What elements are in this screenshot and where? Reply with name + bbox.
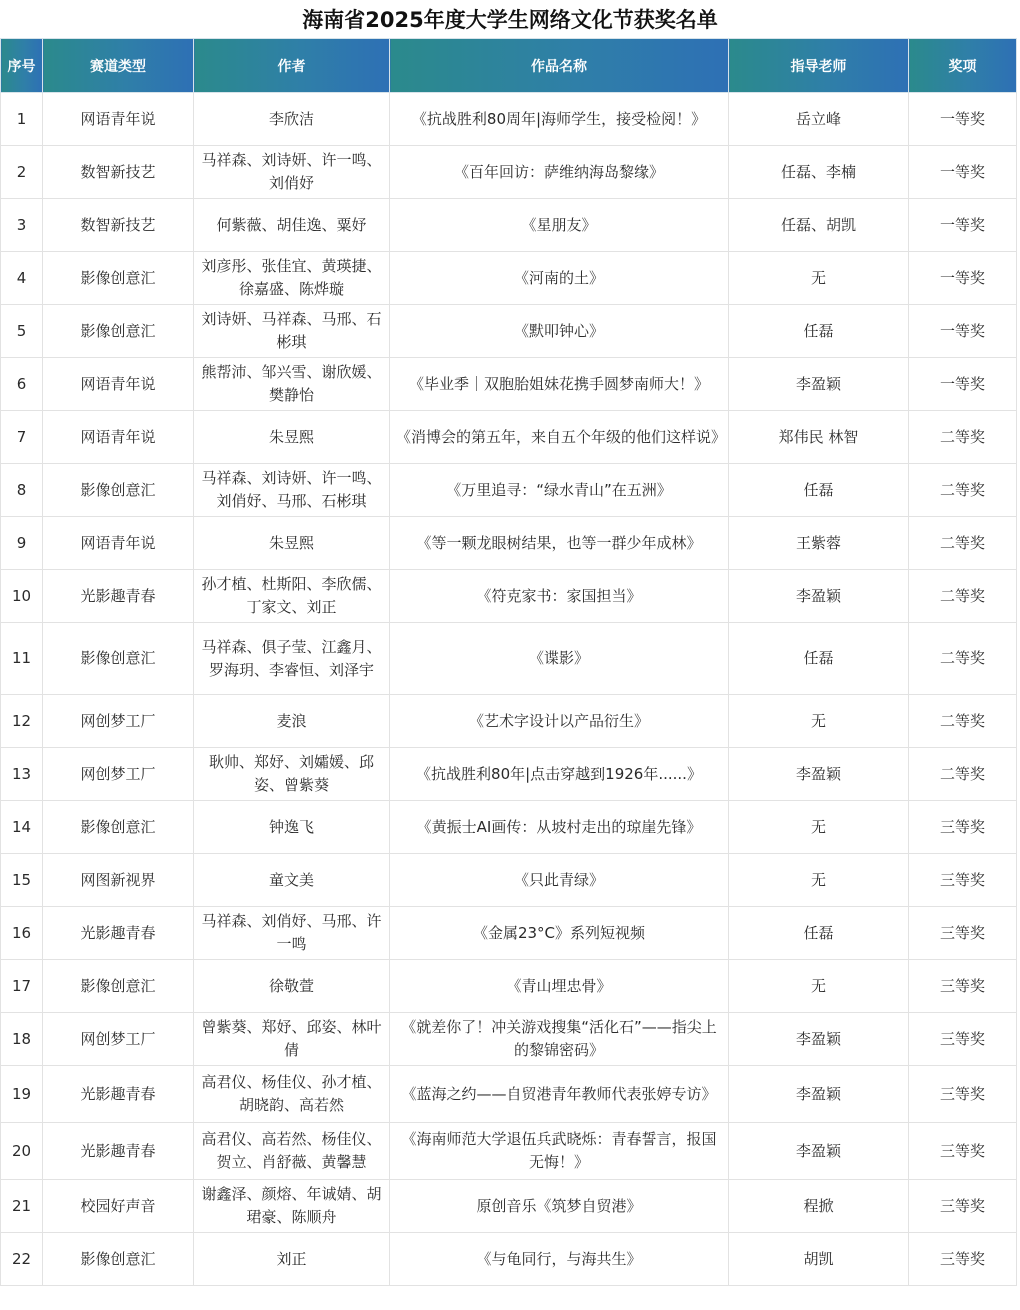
table-row: [1, 1066, 1017, 1123]
cell-work: 《河南的土》: [390, 252, 729, 305]
cell-track: 网创梦工厂: [43, 695, 194, 748]
cell-advisor: 无: [729, 801, 909, 854]
table-row: [1, 305, 1017, 358]
cell-award: 二等奖: [909, 411, 1017, 464]
cell-award: 一等奖: [909, 93, 1017, 146]
header-award: 奖项: [909, 39, 1017, 93]
header-work: 作品名称: [390, 39, 729, 93]
cell-track: 数智新技艺: [43, 146, 194, 199]
cell-work: 《毕业季｜双胞胎姐妹花携手圆梦南师大！》: [390, 358, 729, 411]
cell-work: 原创音乐《筑梦自贸港》: [390, 1180, 729, 1233]
award-table: [0, 38, 1017, 1286]
cell-advisor: 程掀: [729, 1180, 909, 1233]
cell-work: 《谍影》: [390, 623, 729, 695]
cell-track: 网创梦工厂: [43, 748, 194, 801]
table-row: [1, 801, 1017, 854]
cell-award: 一等奖: [909, 146, 1017, 199]
cell-no: 9: [1, 517, 43, 570]
cell-work: 《金属23°C》系列短视频: [390, 907, 729, 960]
cell-advisor: 王紫蓉: [729, 517, 909, 570]
cell-award: 三等奖: [909, 907, 1017, 960]
cell-author: 李欣洁: [194, 93, 390, 146]
table-row: [1, 907, 1017, 960]
cell-track: 光影趣青春: [43, 907, 194, 960]
cell-track: 影像创意汇: [43, 801, 194, 854]
cell-no: 6: [1, 358, 43, 411]
cell-author: 何紫薇、胡佳逸、粟妤: [194, 199, 390, 252]
cell-track: 网语青年说: [43, 517, 194, 570]
cell-no: 8: [1, 464, 43, 517]
table-row: [1, 570, 1017, 623]
cell-author: 耿帅、郑妤、刘孀媛、邱姿、曾紫葵: [194, 748, 390, 801]
cell-advisor: 任磊、李楠: [729, 146, 909, 199]
table-row: [1, 695, 1017, 748]
cell-award: 三等奖: [909, 801, 1017, 854]
cell-award: 一等奖: [909, 252, 1017, 305]
cell-award: 三等奖: [909, 960, 1017, 1013]
table-row: [1, 960, 1017, 1013]
cell-author: 朱昱熙: [194, 517, 390, 570]
cell-work: 《海南师范大学退伍兵武晓烁：青春誓言，报国无悔！》: [390, 1123, 729, 1180]
cell-no: 12: [1, 695, 43, 748]
cell-no: 22: [1, 1233, 43, 1286]
table-row: [1, 464, 1017, 517]
table-row: [1, 748, 1017, 801]
cell-advisor: 无: [729, 960, 909, 1013]
cell-work: 《抗战胜利80年|点击穿越到1926年......》: [390, 748, 729, 801]
cell-work: 《蓝海之约——自贸港青年教师代表张婷专访》: [390, 1066, 729, 1123]
cell-track: 光影趣青春: [43, 570, 194, 623]
cell-award: 三等奖: [909, 1180, 1017, 1233]
table-row: [1, 1123, 1017, 1180]
cell-author: 孙才植、杜斯阳、李欣儒、丁家文、刘正: [194, 570, 390, 623]
cell-track: 光影趣青春: [43, 1066, 194, 1123]
cell-track: 网创梦工厂: [43, 1013, 194, 1066]
cell-author: 马祥森、俱子莹、江鑫月、罗海玥、李睿恒、刘泽宇: [194, 623, 390, 695]
table-row: [1, 623, 1017, 695]
cell-award: 三等奖: [909, 1066, 1017, 1123]
cell-author: 朱昱熙: [194, 411, 390, 464]
cell-no: 18: [1, 1013, 43, 1066]
cell-work: 《星朋友》: [390, 199, 729, 252]
table-row: [1, 1013, 1017, 1066]
cell-work: 《就差你了！冲关游戏搜集“活化石”——指尖上的黎锦密码》: [390, 1013, 729, 1066]
cell-advisor: 任磊: [729, 623, 909, 695]
cell-track: 影像创意汇: [43, 960, 194, 1013]
cell-award: 三等奖: [909, 854, 1017, 907]
cell-advisor: 无: [729, 854, 909, 907]
cell-work: 《百年回访：萨维纳海岛黎缘》: [390, 146, 729, 199]
cell-work: 《黄振士AI画传：从坡村走出的琼崖先锋》: [390, 801, 729, 854]
table-row: [1, 1233, 1017, 1286]
cell-track: 影像创意汇: [43, 623, 194, 695]
page-title: 海南省2025年度大学生网络文化节获奖名单: [302, 8, 718, 32]
cell-work: 《符克家书：家国担当》: [390, 570, 729, 623]
header-no: 序号: [1, 39, 43, 93]
header-author: 作者: [194, 39, 390, 93]
cell-author: 刘正: [194, 1233, 390, 1286]
cell-award: 一等奖: [909, 305, 1017, 358]
cell-award: 三等奖: [909, 1233, 1017, 1286]
cell-track: 网语青年说: [43, 358, 194, 411]
cell-work: 《消博会的第五年，来自五个年级的他们这样说》: [390, 411, 729, 464]
cell-advisor: 胡凯: [729, 1233, 909, 1286]
table-row: [1, 199, 1017, 252]
header-track: 赛道类型: [43, 39, 194, 93]
cell-track: 影像创意汇: [43, 464, 194, 517]
table-row: [1, 854, 1017, 907]
cell-no: 2: [1, 146, 43, 199]
cell-advisor: 任磊: [729, 305, 909, 358]
cell-no: 15: [1, 854, 43, 907]
header-advisor: 指导老师: [729, 39, 909, 93]
cell-author: 钟逸飞: [194, 801, 390, 854]
cell-advisor: 郑伟民 林智: [729, 411, 909, 464]
cell-award: 二等奖: [909, 570, 1017, 623]
cell-award: 二等奖: [909, 748, 1017, 801]
table-row: [1, 252, 1017, 305]
cell-no: 19: [1, 1066, 43, 1123]
cell-award: 二等奖: [909, 517, 1017, 570]
cell-author: 刘彦彤、张佳宜、黄瑛捷、徐嘉盛、陈烨璇: [194, 252, 390, 305]
cell-author: 谢鑫泽、颜熔、年诚婧、胡珺豪、陈顺舟: [194, 1180, 390, 1233]
cell-award: 二等奖: [909, 464, 1017, 517]
cell-advisor: 任磊: [729, 907, 909, 960]
cell-track: 网语青年说: [43, 411, 194, 464]
cell-award: 二等奖: [909, 623, 1017, 695]
cell-author: 麦浪: [194, 695, 390, 748]
cell-award: 三等奖: [909, 1013, 1017, 1066]
cell-work: 《等一颗龙眼树结果，也等一群少年成林》: [390, 517, 729, 570]
cell-no: 20: [1, 1123, 43, 1180]
cell-no: 3: [1, 199, 43, 252]
cell-author: 熊帮沛、邹兴雪、谢欣媛、樊静怡: [194, 358, 390, 411]
cell-author: 高君仪、杨佳仪、孙才植、胡晓韵、高若然: [194, 1066, 390, 1123]
cell-award: 一等奖: [909, 199, 1017, 252]
cell-no: 1: [1, 93, 43, 146]
cell-no: 17: [1, 960, 43, 1013]
cell-track: 光影趣青春: [43, 1123, 194, 1180]
cell-advisor: 无: [729, 695, 909, 748]
cell-advisor: 李盈颖: [729, 1123, 909, 1180]
cell-advisor: 岳立峰: [729, 93, 909, 146]
cell-no: 10: [1, 570, 43, 623]
cell-no: 13: [1, 748, 43, 801]
cell-track: 网图新视界: [43, 854, 194, 907]
table-row: [1, 93, 1017, 146]
cell-work: 《与龟同行，与海共生》: [390, 1233, 729, 1286]
cell-no: 7: [1, 411, 43, 464]
cell-advisor: 李盈颖: [729, 570, 909, 623]
cell-work: 《青山埋忠骨》: [390, 960, 729, 1013]
cell-author: 高君仪、高若然、杨佳仪、贺立、肖舒薇、黄馨慧: [194, 1123, 390, 1180]
table-header-row: [1, 39, 1017, 93]
table-row: [1, 358, 1017, 411]
cell-award: 三等奖: [909, 1123, 1017, 1180]
cell-award: 一等奖: [909, 358, 1017, 411]
cell-work: 《万里追寻：“绿水青山”在五洲》: [390, 464, 729, 517]
cell-advisor: 任磊: [729, 464, 909, 517]
cell-work: 《抗战胜利80周年|海师学生，接受检阅！》: [390, 93, 729, 146]
cell-author: 徐敬萱: [194, 960, 390, 1013]
cell-author: 马祥森、刘诗妍、许一鸣、刘俏妤: [194, 146, 390, 199]
cell-author: 马祥森、刘诗妍、许一鸣、刘俏妤、马邢、石彬琪: [194, 464, 390, 517]
cell-track: 影像创意汇: [43, 305, 194, 358]
cell-track: 影像创意汇: [43, 1233, 194, 1286]
cell-track: 网语青年说: [43, 93, 194, 146]
cell-advisor: 李盈颖: [729, 1013, 909, 1066]
cell-no: 14: [1, 801, 43, 854]
cell-work: 《艺术字设计以产品衍生》: [390, 695, 729, 748]
cell-advisor: 任磊、胡凯: [729, 199, 909, 252]
cell-advisor: 李盈颖: [729, 1066, 909, 1123]
cell-award: 二等奖: [909, 695, 1017, 748]
table-row: [1, 517, 1017, 570]
cell-no: 16: [1, 907, 43, 960]
cell-author: 刘诗妍、马祥森、马邢、石彬琪: [194, 305, 390, 358]
table-row: [1, 411, 1017, 464]
cell-no: 21: [1, 1180, 43, 1233]
table-row: [1, 146, 1017, 199]
cell-work: 《默叩钟心》: [390, 305, 729, 358]
cell-author: 童文美: [194, 854, 390, 907]
cell-track: 校园好声音: [43, 1180, 194, 1233]
cell-author: 曾紫葵、郑妤、邱姿、林叶倩: [194, 1013, 390, 1066]
cell-advisor: 李盈颖: [729, 748, 909, 801]
cell-no: 5: [1, 305, 43, 358]
cell-track: 数智新技艺: [43, 199, 194, 252]
cell-author: 马祥森、刘俏妤、马邢、许一鸣: [194, 907, 390, 960]
cell-no: 4: [1, 252, 43, 305]
cell-advisor: 无: [729, 252, 909, 305]
cell-track: 影像创意汇: [43, 252, 194, 305]
cell-no: 11: [1, 623, 43, 695]
table-row: [1, 1180, 1017, 1233]
cell-advisor: 李盈颖: [729, 358, 909, 411]
cell-work: 《只此青绿》: [390, 854, 729, 907]
